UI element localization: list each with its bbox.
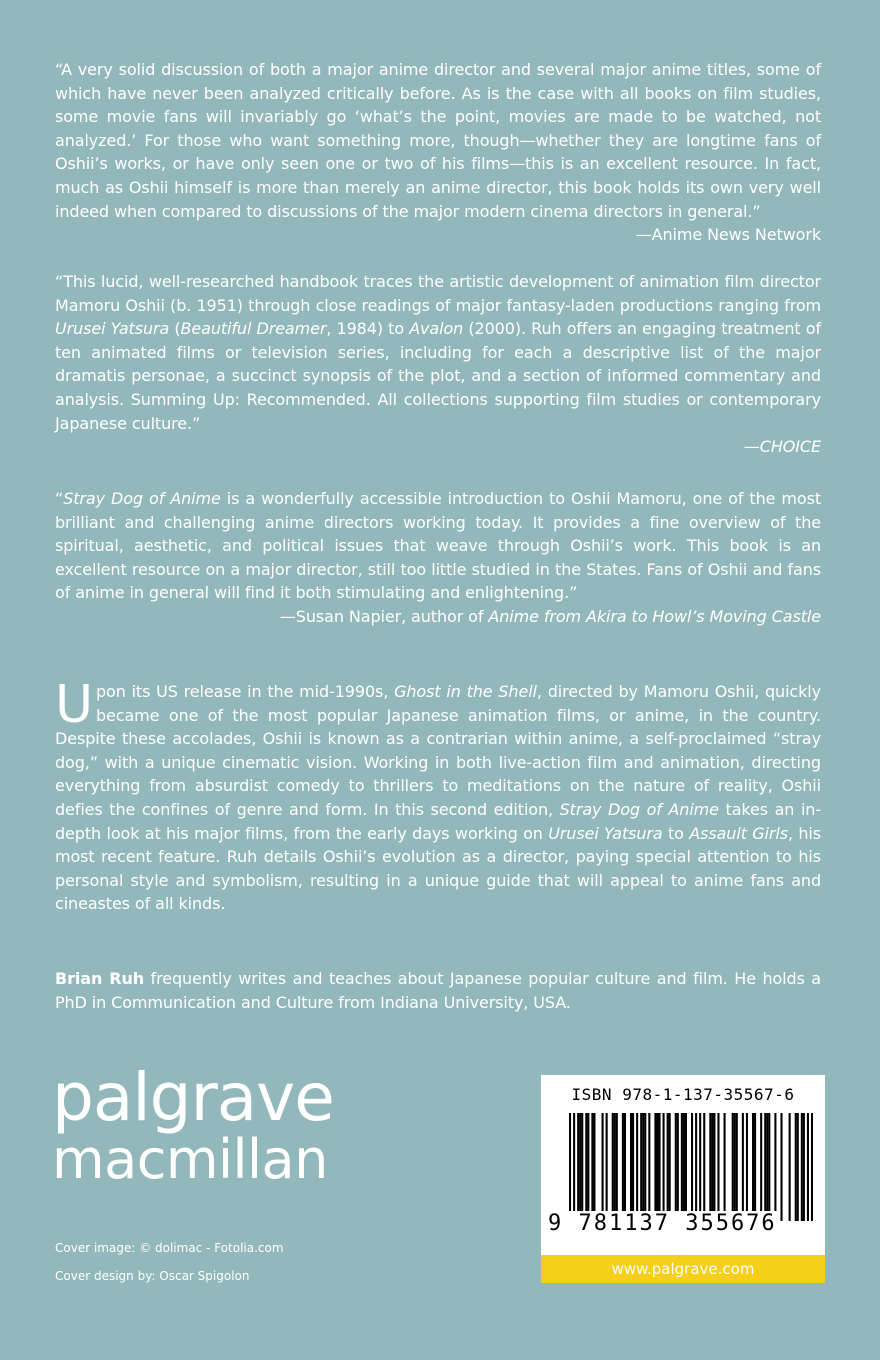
cover-design-credit: Cover design by: Oscar Spigolon bbox=[55, 1269, 250, 1283]
barcode-bars bbox=[569, 1113, 813, 1221]
barcode-bar bbox=[717, 1113, 719, 1221]
barcode-bar bbox=[709, 1113, 711, 1221]
barcode-bar bbox=[732, 1113, 734, 1221]
barcode-bar bbox=[569, 1113, 571, 1221]
review-attribution: —CHOICE bbox=[743, 437, 821, 457]
barcode-bar bbox=[711, 1113, 713, 1221]
review-choice bbox=[55, 270, 821, 459]
barcode-bar bbox=[644, 1113, 646, 1221]
author-bio: Brian Ruh frequently writes and teaches about Japanese popular culture and film. He holds a PhD in Communication and Culture from Indiana University, USA. bbox=[55, 969, 822, 1012]
barcode-bar bbox=[766, 1113, 768, 1221]
barcode-bar bbox=[658, 1113, 660, 1221]
barcode-bar bbox=[675, 1113, 677, 1221]
barcode-bar bbox=[624, 1113, 626, 1221]
barcode-bar bbox=[581, 1113, 583, 1221]
barcode-bar bbox=[656, 1113, 658, 1221]
review-text: “This lucid, well-researched handbook traces the artistic development of animation film director Mamoru Oshii (b. 1951) through close readings of major fantasy-laden productions ranging from Urusei Yatsura (Beautiful Dreamer, 1984) to Avalon (2000). Ruh offers an engaging treatment of ten animated films or television series, including for each a descriptive list of the major dramatis personae, a succinct synopsis of the plot, and a section of informed commentary and analysis. Summing Up: Recommended. All collections supporting film studies or contemporary Japanese culture.” bbox=[55, 272, 821, 433]
barcode-bar bbox=[736, 1113, 738, 1221]
barcode-bar bbox=[622, 1113, 624, 1221]
barcode-bar bbox=[703, 1113, 705, 1221]
barcode-bar bbox=[593, 1113, 595, 1221]
barcode-bar bbox=[602, 1113, 604, 1221]
barcode-bar bbox=[801, 1113, 803, 1221]
barcode-bar bbox=[760, 1113, 762, 1221]
barcode-bar bbox=[780, 1113, 782, 1221]
barcode-bar bbox=[640, 1113, 642, 1221]
barcode-bar bbox=[803, 1113, 805, 1221]
barcode-bar bbox=[768, 1113, 770, 1221]
barcode-bar bbox=[614, 1113, 616, 1221]
barcode-bar bbox=[630, 1113, 632, 1221]
barcode-bar bbox=[677, 1113, 679, 1221]
barcode-bar bbox=[695, 1113, 697, 1221]
barcode-bar bbox=[713, 1113, 715, 1221]
barcode-box bbox=[541, 1075, 825, 1255]
publisher-logo bbox=[52, 1059, 334, 1191]
barcode-bar bbox=[752, 1113, 754, 1221]
drop-cap: U bbox=[55, 675, 93, 735]
barcode-bar bbox=[754, 1113, 756, 1221]
book-description: Upon its US release in the mid-1990s, Ghost in the Shell, directed by Mamoru Oshii, quickly became one of the most popular Japanese animation films, or anime, in the country. Despite these accolades, Oshii is known as a contrarian within anime, a self-proclaimed “stray dog,” with a unique cinematic vision. Working in both live-action film and animation, directing everything from absurdist comedy to thrillers to meditations on the nature of reality, Oshii defies the confines of genre and form. In this second edition, Stray Dog of Anime takes an in-depth look at his major films, from the early days working on Urusei Yatsura to Assault Girls, his most recent feature. Ruh details Oshii’s evolution as a director, paying special attention to his personal style and symbolism, resulting in a unique guide that will appeal to anime fans and cineastes of all kinds. bbox=[55, 675, 822, 914]
isbn-label: ISBN 978-1-137-35567-6 bbox=[571, 1085, 795, 1104]
author-name: Brian Ruh bbox=[55, 969, 145, 988]
publisher-logo-line2: macmillan bbox=[52, 1128, 328, 1191]
review-anime-news-network bbox=[55, 58, 821, 247]
barcode-bar bbox=[795, 1113, 797, 1221]
barcode-bar bbox=[616, 1113, 618, 1221]
review-text: “Stray Dog of Anime is a wonderfully accessible introduction to Oshii Mamoru, one of the most brilliant and challenging anime directors working today. It provides a fine overview of the spiritual, aesthetic, and political issues that weave through Oshii’s work. This book is an excellent resource on a major director, still too little studied in the States. Fans of Oshii and fans of anime in general will find it both stimulating and enlightening.” bbox=[55, 489, 821, 603]
barcode-bar bbox=[667, 1113, 669, 1221]
barcode-bar bbox=[797, 1113, 799, 1221]
barcode-bar bbox=[685, 1113, 687, 1221]
barcode-bar bbox=[642, 1113, 644, 1221]
barcode-bar bbox=[573, 1113, 575, 1221]
barcode-bar bbox=[577, 1113, 579, 1221]
barcode-bar bbox=[585, 1113, 587, 1221]
barcode-bar bbox=[742, 1113, 744, 1221]
barcode-bar bbox=[681, 1113, 683, 1221]
publisher-website[interactable]: www.palgrave.com bbox=[541, 1255, 825, 1283]
barcode-bar bbox=[734, 1113, 736, 1221]
cover-image-credit: Cover image: © dolimac - Fotolia.com bbox=[55, 1241, 284, 1255]
barcode-bar bbox=[789, 1113, 791, 1221]
barcode-bar bbox=[648, 1113, 650, 1221]
barcode-bar bbox=[807, 1113, 809, 1221]
review-attribution: —Susan Napier, author of Anime from Akira to Howl’s Moving Castle bbox=[279, 606, 821, 626]
barcode-bar bbox=[606, 1113, 608, 1221]
review-text: “A very solid discussion of both a major anime director and several major anime titles, some of which have never been analyzed critically before. As is the case with all books on film studies, some movie fans will invariably go ‘what’s the point, movies are made to be watched, not analyzed.’ For those who want something more, though—whether they are longtime fans of Oshii’s works, or have only seen one or two of his films—this is an excellent resource. In fact, much as Oshii himself is more than merely an anime director, this book holds its own very well indeed when compared to discussions of the major modern cinema directors in general.” bbox=[55, 60, 821, 221]
review-attribution: —Anime News Network bbox=[635, 225, 821, 245]
barcode-bar bbox=[591, 1113, 593, 1221]
barcode-bar bbox=[654, 1113, 656, 1221]
barcode-bar bbox=[579, 1113, 581, 1221]
barcode-bar bbox=[612, 1113, 614, 1221]
barcode-bar bbox=[663, 1113, 665, 1221]
barcode-bar bbox=[774, 1113, 776, 1221]
barcode-bar bbox=[587, 1113, 589, 1221]
barcode-bar bbox=[764, 1113, 766, 1221]
barcode-bar bbox=[636, 1113, 638, 1221]
barcode-bar bbox=[683, 1113, 685, 1221]
barcode-bar bbox=[811, 1113, 813, 1221]
barcode-bar bbox=[669, 1113, 671, 1221]
barcode-digits: 9 781137 355676 bbox=[548, 1211, 777, 1236]
review-susan-napier bbox=[55, 487, 821, 629]
barcode-bar bbox=[746, 1113, 748, 1221]
barcode-bar bbox=[699, 1113, 701, 1221]
barcode-bar bbox=[691, 1113, 693, 1221]
barcode-bar bbox=[724, 1113, 726, 1221]
barcode-bar bbox=[632, 1113, 634, 1221]
publisher-logo-line1: palgrave bbox=[52, 1059, 334, 1136]
